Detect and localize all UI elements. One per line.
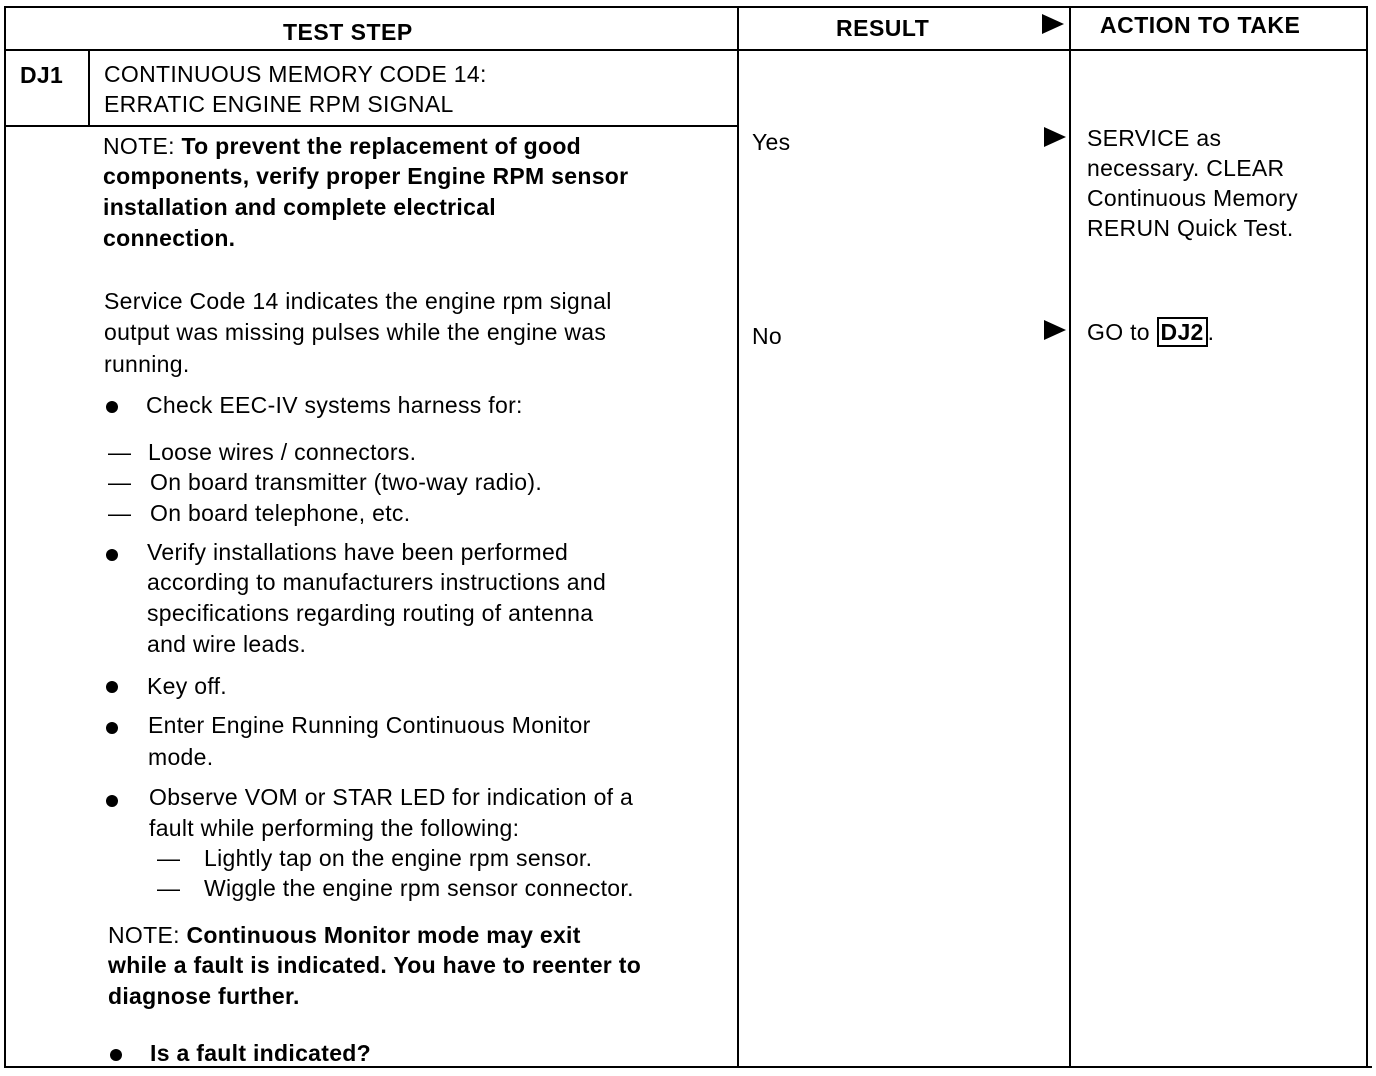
- observe-item-1: Lightly tap on the engine rpm sensor.: [204, 845, 593, 871]
- bullet-icon: [106, 681, 118, 693]
- action-yes-line1: SERVICE as: [1087, 125, 1222, 151]
- observe-line1: Observe VOM or STAR LED for indication of a: [149, 784, 634, 810]
- dash-icon: —: [108, 439, 131, 465]
- result-column-left-border: [737, 6, 739, 1068]
- action-no-suffix: .: [1207, 319, 1215, 345]
- bullet-icon: [106, 795, 118, 807]
- harness-item-2: On board transmitter (two-way radio).: [150, 469, 543, 495]
- action-yes-line3: Continuous Memory: [1087, 185, 1298, 211]
- result-no: No: [752, 323, 783, 349]
- note1-line3: installation and complete electrical: [103, 194, 496, 220]
- step-id: DJ1: [20, 62, 64, 88]
- note2-line3: diagnose further.: [108, 983, 300, 1009]
- service-code-line2: output was missing pulses while the engine was: [104, 319, 607, 345]
- note2-line2: while a fault is indicated. You have to reenter to: [108, 952, 642, 978]
- header-test-step: TEST STEP: [283, 19, 413, 45]
- question-text: Is a fault indicated?: [150, 1040, 372, 1066]
- action-no-prefix: GO to: [1087, 319, 1157, 345]
- verify-line2: according to manufacturers instructions and: [147, 569, 607, 595]
- dash-icon: —: [157, 875, 180, 901]
- note2-prefix: NOTE:: [108, 922, 187, 948]
- enter-mode-line1: Enter Engine Running Continuous Monitor: [148, 712, 591, 738]
- dash-icon: —: [108, 500, 131, 526]
- harness-item-3: On board telephone, etc.: [150, 500, 411, 526]
- verify-line3: specifications regarding routing of antenna: [147, 600, 594, 626]
- step-id-divider: [88, 49, 90, 127]
- step-reference-dj2[interactable]: DJ2: [1157, 317, 1208, 347]
- result-yes: Yes: [752, 129, 791, 155]
- enter-mode-line2: mode.: [148, 744, 214, 770]
- note1-line2: components, verify proper Engine RPM sensor: [103, 163, 629, 189]
- header-bottom-border: [4, 49, 1368, 51]
- note2-line1: [108, 920, 581, 951]
- verify-line1: Verify installations have been performed: [147, 539, 569, 565]
- observe-item-2: Wiggle the engine rpm sensor connector.: [204, 875, 634, 901]
- service-code-line3: running.: [104, 351, 190, 377]
- key-off-text: Key off.: [147, 673, 227, 699]
- bullet-icon: [106, 401, 118, 413]
- dash-icon: —: [157, 845, 180, 871]
- note2-text: Continuous Monitor mode may exit: [186, 922, 581, 948]
- service-code-line1: Service Code 14 indicates the engine rpm signal: [104, 288, 612, 314]
- bullet-icon: [110, 1049, 122, 1061]
- verify-line4: and wire leads.: [147, 631, 307, 657]
- table-right-border: [1366, 6, 1368, 1068]
- step-title-line2: ERRATIC ENGINE RPM SIGNAL: [104, 91, 454, 117]
- step-title-bottom-border: [4, 125, 738, 127]
- note1-prefix: NOTE:: [103, 133, 182, 159]
- action-yes-line4: RERUN Quick Test.: [1087, 215, 1294, 241]
- header-result: RESULT: [836, 15, 930, 41]
- header-action-to-take: ACTION TO TAKE: [1100, 12, 1301, 38]
- bullet-icon: [106, 722, 118, 734]
- action-no: [1087, 317, 1214, 348]
- table-top-border: [4, 6, 1368, 8]
- table-left-border: [4, 6, 6, 1068]
- action-yes-line2: necessary. CLEAR: [1087, 155, 1285, 181]
- header-arrow-icon: [1042, 14, 1064, 34]
- step-title-line1: CONTINUOUS MEMORY CODE 14:: [104, 61, 487, 87]
- result-yes-arrow-icon: [1044, 127, 1066, 147]
- action-column-left-border: [1069, 6, 1071, 1068]
- result-no-arrow-icon: [1044, 320, 1066, 340]
- harness-item-1: Loose wires / connectors.: [148, 439, 417, 465]
- observe-line2: fault while performing the following:: [149, 815, 520, 841]
- note1-line4: connection.: [103, 225, 236, 251]
- check-harness-text: Check EEC-IV systems harness for:: [146, 392, 523, 418]
- note1-line1: [103, 131, 581, 162]
- note1-text: To prevent the replacement of good: [181, 133, 582, 159]
- bullet-icon: [106, 549, 118, 561]
- dash-icon: —: [108, 469, 131, 495]
